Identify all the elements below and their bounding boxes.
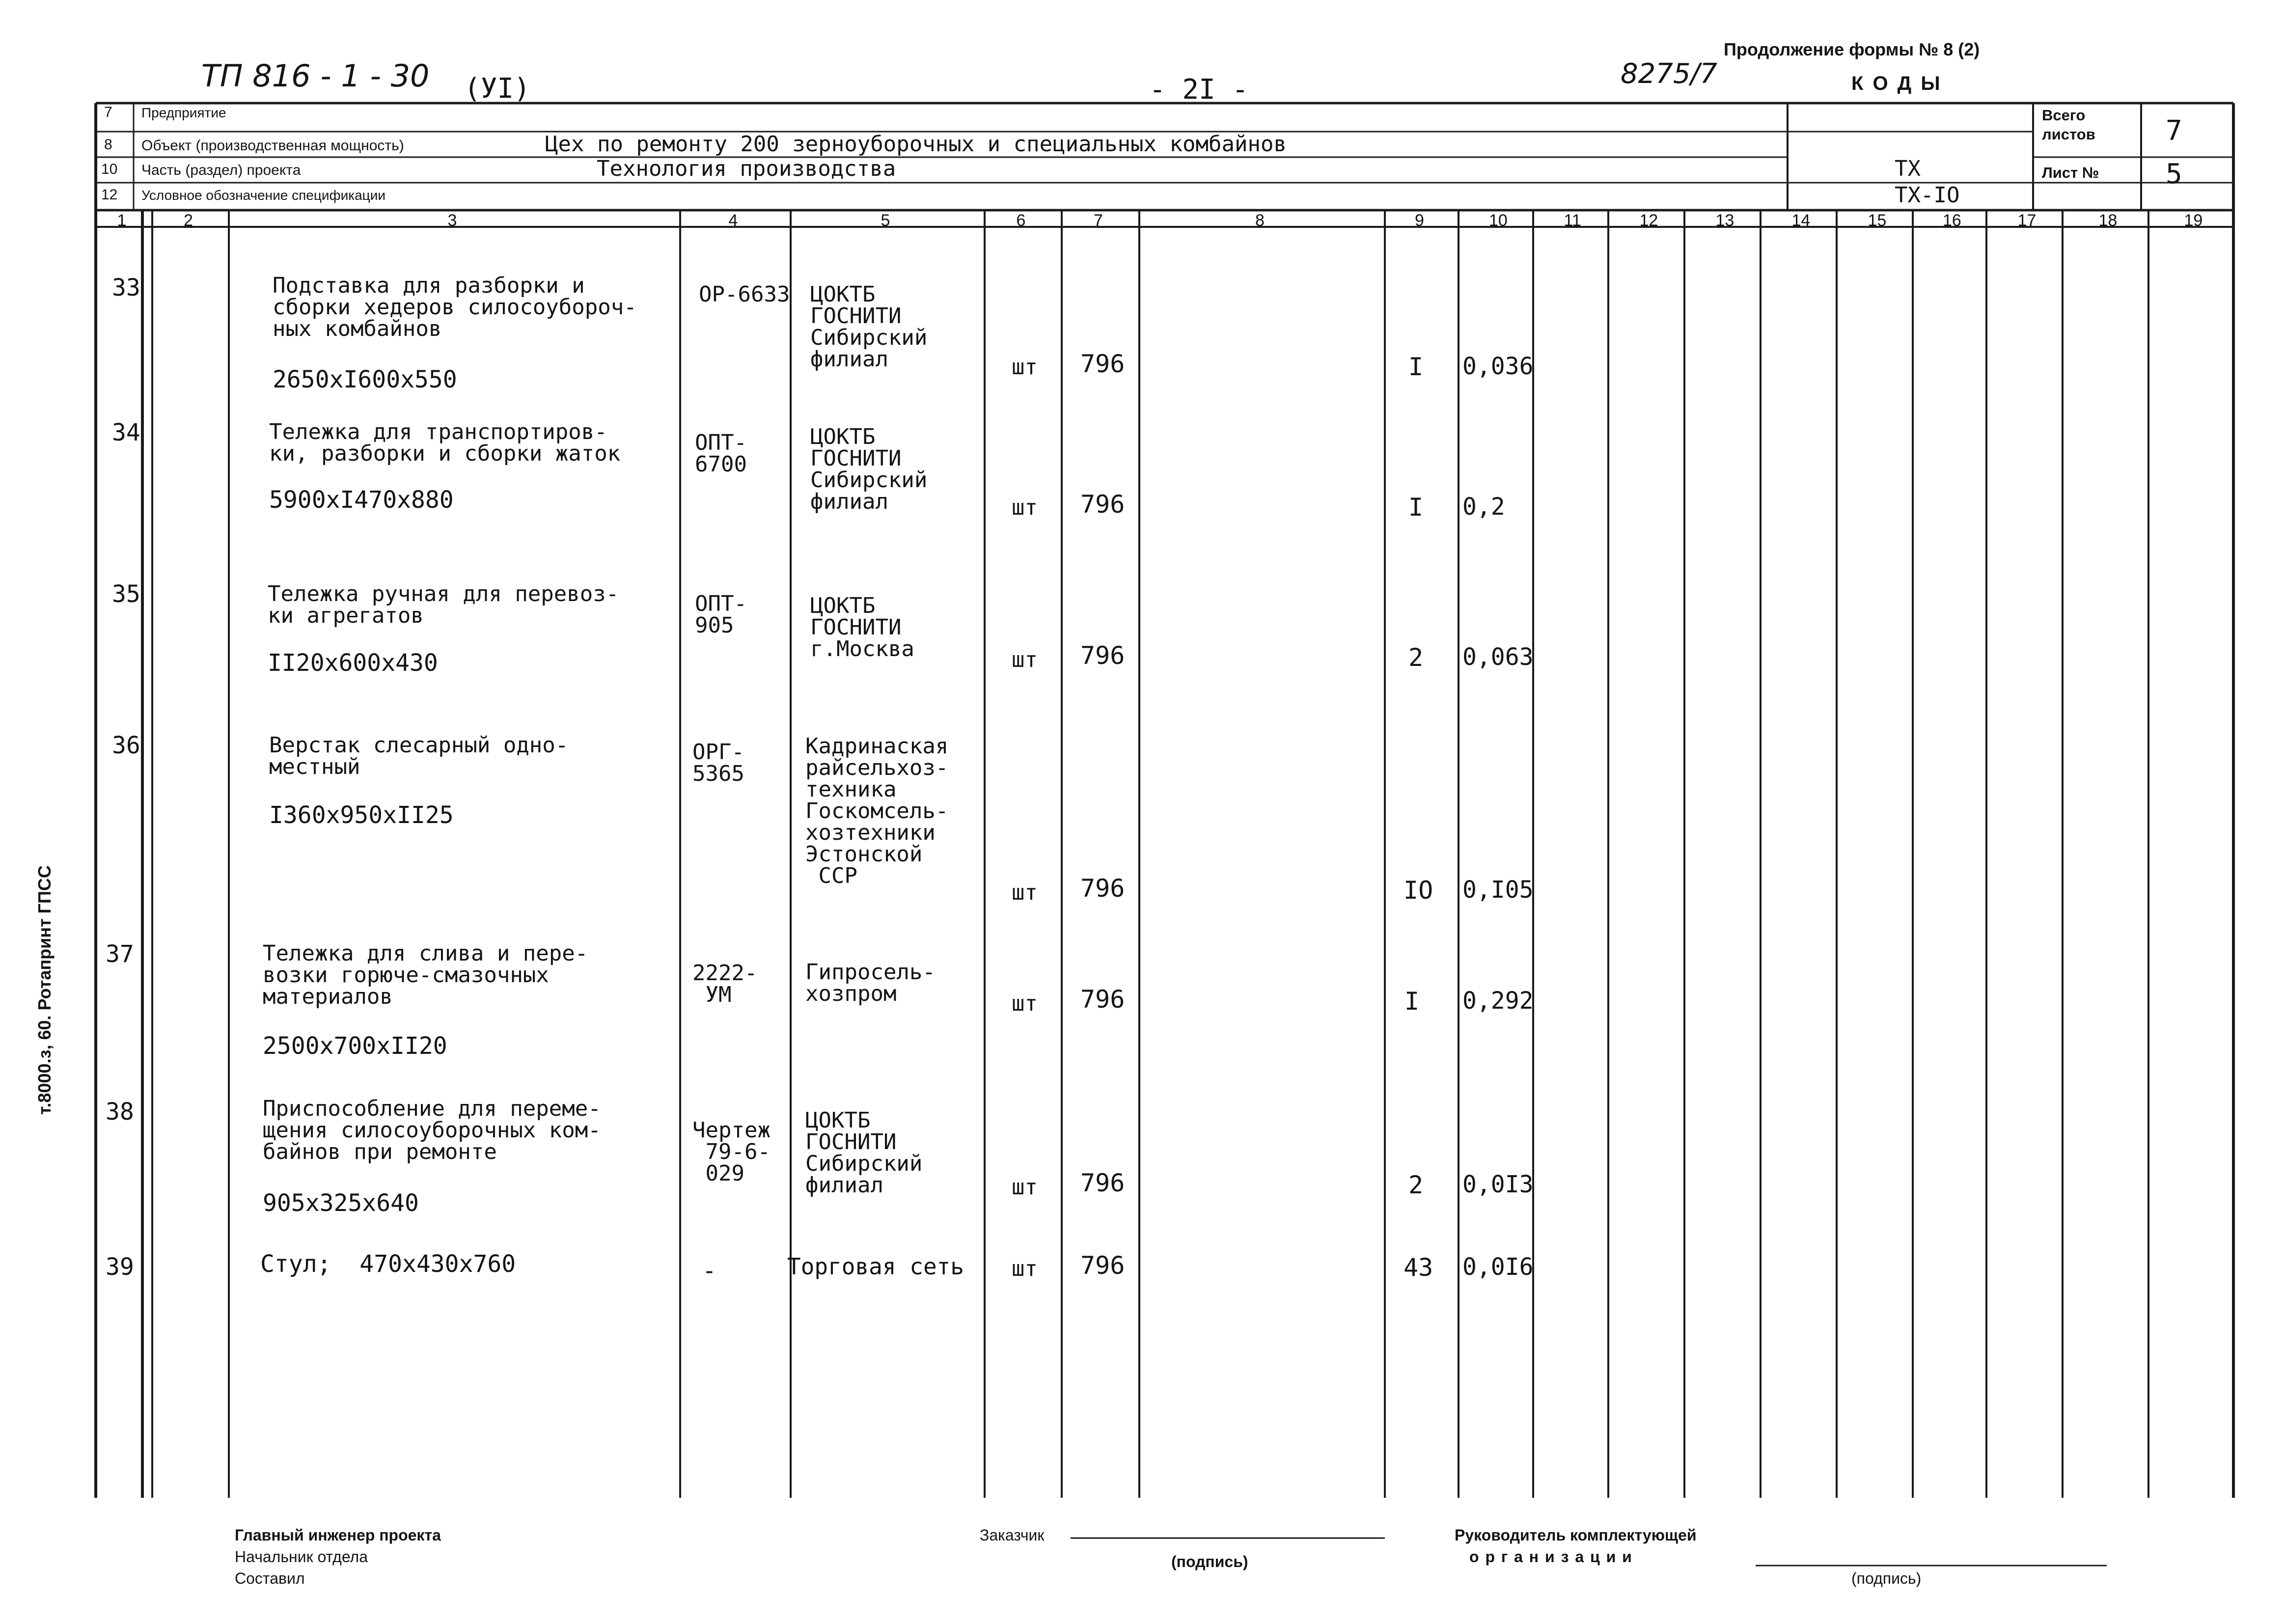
column-number-18: 18: [2098, 211, 2118, 230]
volume-number: (УI): [464, 73, 530, 105]
column-number-1: 1: [117, 211, 127, 230]
item-unit: шт: [1012, 1256, 1038, 1281]
dept-head-label: Начальник отдела: [235, 1548, 368, 1566]
item-supplier: ЦОКТБ ГОСНИТИ Сибирский филиал: [810, 282, 928, 372]
item-quantity: 43: [1404, 1253, 1433, 1282]
column-number-11: 11: [1564, 211, 1581, 230]
column-number-8: 8: [1255, 211, 1265, 230]
column-number-16: 16: [1943, 211, 1961, 230]
sheet-label: Лист №: [2042, 164, 2099, 181]
item-code: ОР-6633: [699, 282, 790, 307]
item-unit: шт: [1012, 991, 1038, 1016]
column-number-3: 3: [447, 211, 457, 230]
column-number-5: 5: [881, 211, 890, 230]
column-number-2: 2: [184, 211, 193, 230]
item-mass: 0,063: [1462, 643, 1534, 671]
item-unit: шт: [1012, 647, 1038, 672]
position-number: 39: [106, 1253, 134, 1281]
item-okei-code: 796: [1080, 1169, 1125, 1197]
item-okei-code: 796: [1080, 490, 1125, 519]
item-quantity: 2: [1408, 643, 1424, 672]
item-mass: 0,2: [1462, 493, 1505, 521]
item-unit: шт: [1012, 355, 1038, 380]
page-number: - 2I -: [1149, 74, 1249, 106]
item-dimensions: 2500x700xII20: [263, 1032, 447, 1060]
position-number: 36: [112, 732, 140, 759]
position-number: 34: [112, 419, 140, 446]
item-quantity: 2: [1408, 1171, 1424, 1199]
org-head-label-line2: о р г а н и з а ц и и: [1469, 1548, 1633, 1566]
stamp-value-part: Технология производства: [597, 156, 896, 181]
item-code: ОРГ- 5365: [692, 740, 744, 786]
item-code: 2222- УМ: [692, 961, 758, 1007]
column-number-15: 15: [1868, 211, 1887, 230]
position-number: 35: [112, 580, 140, 608]
item-code: ОПТ- 905: [695, 591, 747, 638]
item-quantity: I: [1408, 353, 1424, 381]
item-mass: 0,0I6: [1462, 1253, 1534, 1281]
form-title: Продолжение формы № 8 (2): [1724, 39, 1980, 59]
item-okei-code: 796: [1080, 985, 1125, 1014]
customer-signature-caption: (подпись): [1171, 1553, 1248, 1570]
column-number-9: 9: [1415, 211, 1424, 230]
item-dimensions: I360x950xII25: [269, 801, 454, 829]
column-number-14: 14: [1791, 211, 1811, 230]
document-code: ТП 816 - 1 - 30: [201, 58, 430, 94]
item-mass: 0,292: [1462, 987, 1534, 1015]
sheet-number: 5: [2166, 158, 2182, 190]
column-number-19: 19: [2184, 211, 2203, 230]
item-mass: 0,0I3: [1462, 1171, 1534, 1198]
stamp-row-num: 10: [101, 161, 118, 177]
inventory-number: 8275/7: [1621, 58, 1718, 90]
item-supplier: Кадринаская райсельхоз- техника Госкомсель- хозтехники Эстонской ССР: [805, 734, 949, 888]
item-supplier: Гипросель- хозпром: [805, 960, 936, 1006]
item-name: Тележка для транспортиров- ки, разборки и сборки жаток: [269, 419, 621, 466]
chief-engineer-label: Главный инженер проекта: [235, 1526, 441, 1544]
column-number-4: 4: [728, 211, 738, 230]
column-number-13: 13: [1715, 211, 1734, 230]
item-unit: шт: [1012, 880, 1038, 905]
item-quantity: I: [1408, 493, 1424, 522]
position-number: 38: [106, 1098, 134, 1126]
code-spec: ТХ-IO: [1895, 183, 1960, 208]
item-name: Стул; 470x430x760: [260, 1250, 516, 1278]
item-code: Чертеж 79-6- 029: [692, 1118, 771, 1186]
compiled-by-label: Составил: [235, 1569, 305, 1587]
item-okei-code: 796: [1080, 1251, 1125, 1280]
item-supplier: ЦОКТБ ГОСНИТИ Сибирский филиал: [805, 1108, 923, 1198]
item-okei-code: 796: [1080, 874, 1125, 903]
item-dimensions: II20x600x430: [268, 649, 438, 677]
side-print-note: т.8000.з, 60. Ротапринт ГПСС: [34, 865, 55, 1115]
org-signature-caption: (подпись): [1851, 1569, 1922, 1587]
codes-label: К О Д Ы: [1851, 73, 1942, 94]
item-okei-code: 796: [1080, 350, 1125, 378]
item-mass: 0,I05: [1462, 876, 1534, 904]
item-name: Приспособление для переме- щения силосоуборочных ком- байнов при ремонте: [263, 1096, 601, 1164]
item-dimensions: 2650xI600x550: [273, 366, 457, 393]
stamp-label-enterprise: Предприятие: [141, 105, 226, 120]
column-number-7: 7: [1094, 211, 1103, 230]
customer-label: Заказчик: [980, 1526, 1045, 1544]
item-dimensions: 5900xI470x880: [269, 486, 454, 514]
stamp-row-num: 8: [104, 137, 112, 153]
column-number-6: 6: [1016, 211, 1026, 230]
item-supplier: ЦОКТБ ГОСНИТИ г.Москва: [810, 593, 914, 661]
item-code: ОПТ- 6700: [695, 430, 747, 477]
item-name: Верстак слесарный одно- местный: [269, 733, 569, 779]
stamp-label-spec: Условное обозначение спецификации: [141, 188, 385, 203]
stamp-row-num: 7: [104, 104, 112, 120]
code-tx: ТХ: [1895, 156, 1921, 181]
column-number-10: 10: [1489, 211, 1508, 230]
position-number: 33: [112, 274, 140, 302]
total-sheets-label: Всего листов: [2042, 107, 2095, 143]
stamp-row-num: 12: [101, 187, 118, 203]
item-name: Тележка ручная для перевоз- ки агрегатов: [268, 581, 619, 628]
item-supplier: Торговая сеть: [787, 1253, 964, 1280]
position-number: 37: [106, 940, 134, 968]
org-head-label: Руководитель комплектующей: [1455, 1526, 1697, 1544]
item-name: Тележка для слива и пере- возки горюче-смазочных материалов: [263, 941, 588, 1009]
item-quantity: I: [1404, 987, 1420, 1016]
stamp-label-part: Часть (раздел) проекта: [141, 162, 301, 178]
item-quantity: IO: [1404, 876, 1433, 905]
stamp-label-object: Объект (производственная мощность): [141, 138, 404, 154]
item-unit: шт: [1012, 1175, 1038, 1200]
column-number-12: 12: [1639, 211, 1658, 230]
column-number-17: 17: [2017, 211, 2037, 230]
item-code: -: [702, 1257, 716, 1285]
item-name: Подставка для разборки и сборки хедеров силосоубороч- ных комбайнов: [273, 273, 637, 341]
item-unit: шт: [1012, 495, 1038, 520]
item-okei-code: 796: [1080, 641, 1125, 670]
total-sheets-value: 7: [2166, 115, 2182, 147]
item-supplier: ЦОКТБ ГОСНИТИ Сибирский филиал: [810, 424, 928, 514]
item-dimensions: 905x325x640: [263, 1189, 419, 1217]
stamp-value-object: Цех по ремонту 200 зерноуборочных и специальных комбайнов: [545, 132, 1287, 157]
item-mass: 0,036: [1462, 353, 1534, 380]
